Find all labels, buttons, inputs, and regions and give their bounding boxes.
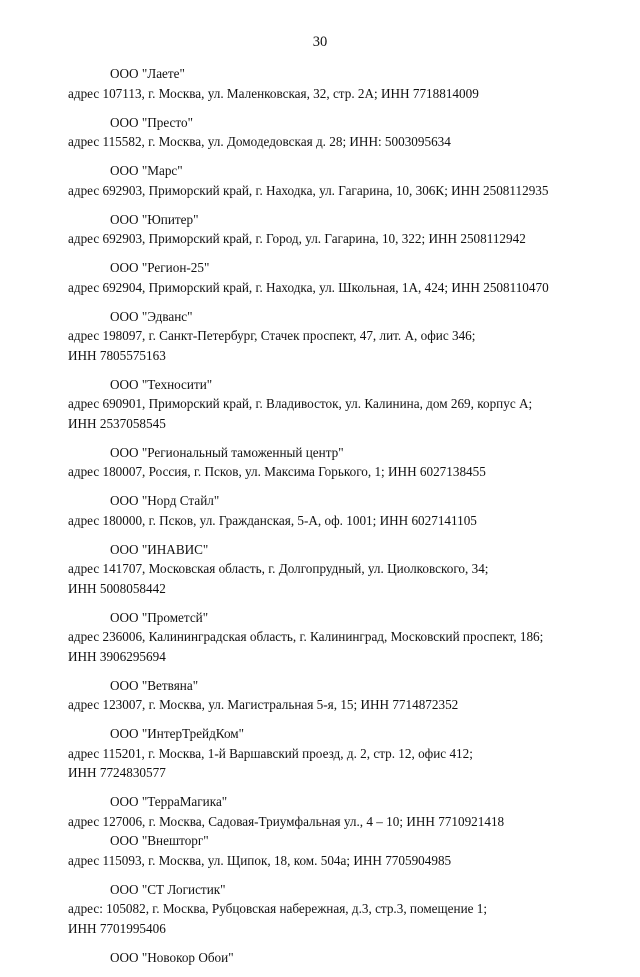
company-address: адрес 115582, г. Москва, ул. Домодедовская д. 28; ИНН: 5003095634 xyxy=(68,134,451,149)
company-name: ООО "Норд Стайл" xyxy=(110,493,220,508)
company-inn: ИНН 2537058545 xyxy=(68,415,166,431)
company-entry xyxy=(68,880,588,939)
company-name: ООО "СТ Логистик" xyxy=(110,881,226,897)
company-entry xyxy=(68,608,588,667)
company-name: ООО "Прометсй" xyxy=(110,609,209,625)
company-entry xyxy=(68,307,588,366)
company-address: адрес 692904, Приморский край, г. Находка, ул. Школьная, 1А, 424; ИНН 2508110470 xyxy=(68,279,549,295)
company-inn: ИНН 7724830577 xyxy=(68,765,166,780)
company-name: ООО "Ветвяна" xyxy=(110,677,199,693)
company-name: ООО "Марс" xyxy=(110,163,183,178)
company-inn: ИНН 7701995406 xyxy=(68,920,166,936)
company-name: ООО "Техносити" xyxy=(110,376,213,392)
company-address: адрес 180000, г. Псков, ул. Гражданская, 5-А, оф. 1001; ИНН 6027141105 xyxy=(68,512,477,528)
company-address: адрес 141707, Московская область, г. Долгопрудный, ул. Циолковского, 34; xyxy=(68,561,489,576)
company-address: адрес 180007, Россия, г. Псков, ул. Максима Горького, 1; ИНН 6027138455 xyxy=(68,464,486,479)
company-name: ООО "Эдванс" xyxy=(110,308,193,324)
company-name: ООО "Регион-25" xyxy=(110,260,210,275)
company-entry xyxy=(68,724,588,783)
company-list xyxy=(68,64,588,977)
company-address: адрес 236006, Калининградская область, г. Калининград, Московский проспект, 186; xyxy=(68,629,544,644)
company-entry xyxy=(68,491,588,530)
company-entry xyxy=(68,792,588,831)
company-inn: ИНН 5008058442 xyxy=(68,580,166,596)
company-entry xyxy=(68,540,588,599)
company-name: ООО "Внешторг" xyxy=(110,833,209,848)
company-entry xyxy=(68,258,588,297)
company-name: ООО "Лаете" xyxy=(110,66,185,81)
company-entry xyxy=(68,210,588,249)
company-entry xyxy=(68,375,588,434)
company-entry xyxy=(68,161,588,200)
company-name: ООО "Престо" xyxy=(110,114,193,130)
company-address: адрес 115093, г. Москва, ул. Щипок, 18, ком. 504а; ИНН 7705904985 xyxy=(68,852,452,868)
company-name: ООО "Региональный таможенный центр" xyxy=(110,444,344,460)
company-address: адрес 127006, г. Москва, Садовая-Триумфальная ул., 4 – 10; ИНН 7710921418 xyxy=(68,813,505,829)
company-inn: ИНН 3906295694 xyxy=(68,648,166,664)
company-entry xyxy=(68,64,588,103)
company-entry xyxy=(68,676,588,715)
company-address: адрес: 105082, г. Москва, Рубцовская набережная, д.3, стр.3, помещение 1; xyxy=(68,901,488,916)
company-name: ООО "Новокор Обои" xyxy=(110,949,234,965)
company-name: ООО "ТерраМагика" xyxy=(110,794,228,809)
company-entry xyxy=(68,831,588,870)
company-address: адрес 107113, г. Москва, ул. Маленковская, 32, стр. 2А; ИНН 7718814009 xyxy=(68,85,479,101)
company-name: ООО "ИнтерТрейдКом" xyxy=(110,726,245,741)
company-entry xyxy=(68,948,588,968)
company-address: адрес 115201, г. Москва, 1-й Варшавский проезд, д. 2, стр. 12, офис 412; xyxy=(68,745,473,761)
company-address: адрес 692903, Приморский край, г. Город, ул. Гагарина, 10, 322; ИНН 2508112942 xyxy=(68,231,526,246)
company-name: ООО "ИНАВИС" xyxy=(110,541,209,557)
company-address: адрес 692903, Приморский край, г. Находка, ул. Гагарина, 10, 306К; ИНН 2508112935 xyxy=(68,182,549,198)
company-address: адрес 198097, г. Санкт-Петербург, Стачек проспект, 47, лит. А, офис 346; xyxy=(68,328,476,343)
company-entry xyxy=(68,113,588,152)
company-name: ООО "Юпитер" xyxy=(110,211,199,227)
company-address: адрес 123007, г. Москва, ул. Магистральная 5-я, 15; ИНН 7714872352 xyxy=(68,697,459,712)
company-address: адрес 690901, Приморский край, г. Владивосток, ул. Калинина, дом 269, корпус А; xyxy=(68,396,533,411)
page-number: 30 xyxy=(312,34,328,50)
company-inn: ИНН 7805575163 xyxy=(68,347,166,363)
company-entry xyxy=(68,443,588,482)
